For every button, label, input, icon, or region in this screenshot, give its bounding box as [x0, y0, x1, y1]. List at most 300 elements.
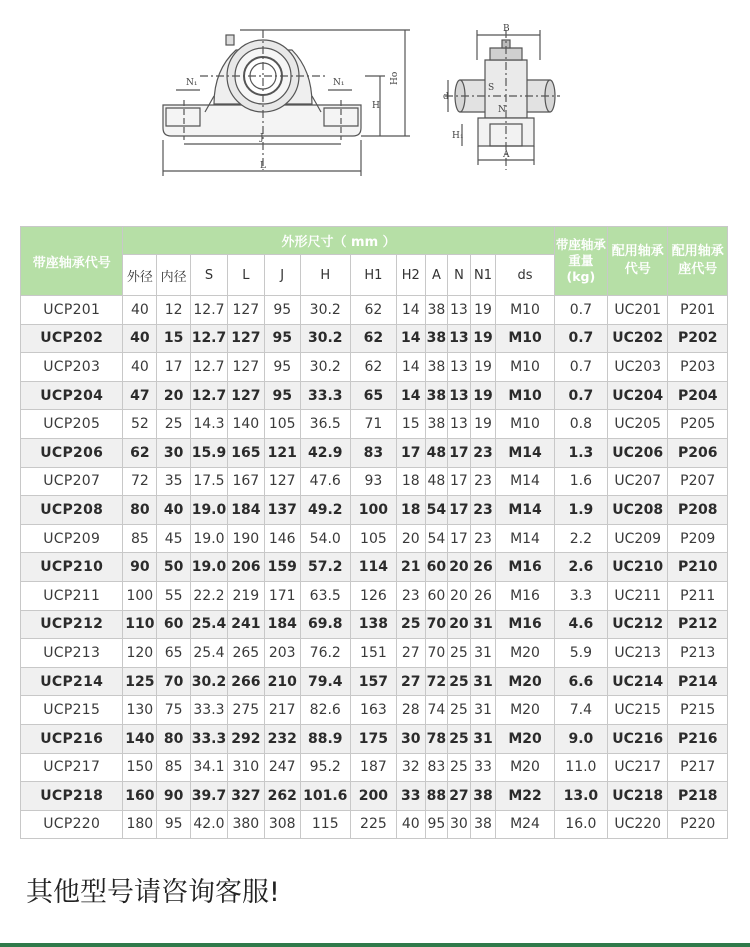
- table-cell: UC201: [608, 296, 668, 325]
- header-col: H1: [350, 255, 396, 296]
- table-cell: 78: [425, 724, 448, 753]
- table-cell: 157: [350, 667, 396, 696]
- table-cell: P212: [668, 610, 728, 639]
- bottom-rule: [0, 943, 750, 947]
- table-cell: 34.1: [191, 753, 228, 782]
- table-cell: 60: [425, 581, 448, 610]
- table-cell: 9.0: [554, 724, 607, 753]
- table-cell: 85: [157, 753, 191, 782]
- table-cell: 54: [425, 524, 448, 553]
- table-row: [21, 496, 728, 525]
- table-cell: 95.2: [300, 753, 350, 782]
- table-cell: P208: [668, 496, 728, 525]
- table-cell: 19: [470, 353, 496, 382]
- table-cell: 130: [123, 696, 157, 725]
- table-cell: UC214: [608, 667, 668, 696]
- table-cell: 83: [425, 753, 448, 782]
- table-cell: 160: [123, 782, 157, 811]
- table-cell: 126: [350, 581, 396, 610]
- table-cell: M10: [496, 296, 554, 325]
- table-cell: 40: [123, 324, 157, 353]
- table-cell: 90: [157, 782, 191, 811]
- table-cell: 31: [470, 696, 496, 725]
- table-cell: 0.7: [554, 381, 607, 410]
- table-cell: 31: [470, 610, 496, 639]
- table-cell: 65: [350, 381, 396, 410]
- table-cell: 32: [396, 753, 425, 782]
- table-cell: 33.3: [191, 724, 228, 753]
- table-row: [21, 581, 728, 610]
- table-cell: 33.3: [191, 696, 228, 725]
- table-cell: 85: [123, 524, 157, 553]
- table-cell: 19: [470, 381, 496, 410]
- table-cell: 42.9: [300, 438, 350, 467]
- table-cell: 5.9: [554, 639, 607, 668]
- table-cell: UC218: [608, 782, 668, 811]
- table-cell: UC213: [608, 639, 668, 668]
- table-cell: 17: [157, 353, 191, 382]
- table-cell: P209: [668, 524, 728, 553]
- table-cell: 19.0: [191, 524, 228, 553]
- table-cell: 127: [264, 467, 300, 496]
- table-cell: 184: [227, 496, 264, 525]
- table-cell: M22: [496, 782, 554, 811]
- table-cell: 30.2: [300, 353, 350, 382]
- header-col: L: [227, 255, 264, 296]
- table-cell: 17.5: [191, 467, 228, 496]
- table-cell: 17: [396, 438, 425, 467]
- label-n1-left: N₁: [186, 78, 198, 88]
- header-col: 外径: [123, 255, 157, 296]
- table-cell: 30.2: [300, 296, 350, 325]
- table-cell: UC212: [608, 610, 668, 639]
- table-cell: 20: [448, 581, 471, 610]
- table-cell: P220: [668, 810, 728, 839]
- table-cell: P207: [668, 467, 728, 496]
- table-cell: 70: [425, 639, 448, 668]
- header-weight: 带座轴承重量(kg): [554, 227, 607, 296]
- table-row: [21, 324, 728, 353]
- table-cell: 49.2: [300, 496, 350, 525]
- table-cell: 14: [396, 296, 425, 325]
- table-cell: 30: [448, 810, 471, 839]
- table-cell: 0.7: [554, 353, 607, 382]
- table-cell: UC211: [608, 581, 668, 610]
- table-cell: 184: [264, 610, 300, 639]
- header-col: H: [300, 255, 350, 296]
- table-cell: 28: [396, 696, 425, 725]
- table-cell: 95: [264, 296, 300, 325]
- table-cell: 167: [227, 467, 264, 496]
- table-cell: 19: [470, 410, 496, 439]
- table-cell: 25: [448, 639, 471, 668]
- table-cell: M16: [496, 610, 554, 639]
- table-cell: 180: [123, 810, 157, 839]
- table-cell: 88: [425, 782, 448, 811]
- table-cell: 76.2: [300, 639, 350, 668]
- table-cell: UC220: [608, 810, 668, 839]
- row-model: UCP217: [21, 753, 123, 782]
- table-cell: 48: [425, 438, 448, 467]
- table-cell: 79.4: [300, 667, 350, 696]
- table-cell: 27: [448, 782, 471, 811]
- header-housing: 配用轴承座代号: [668, 227, 728, 296]
- table-cell: UC205: [608, 410, 668, 439]
- table-cell: 25: [448, 724, 471, 753]
- table-cell: 50: [157, 553, 191, 582]
- row-model: UCP209: [21, 524, 123, 553]
- label-n: N: [498, 105, 506, 115]
- row-model: UCP212: [21, 610, 123, 639]
- table-cell: 21: [396, 553, 425, 582]
- table-cell: M14: [496, 524, 554, 553]
- table-cell: 20: [448, 610, 471, 639]
- table-cell: 14: [396, 353, 425, 382]
- header-col: A: [425, 255, 448, 296]
- table-cell: P217: [668, 753, 728, 782]
- table-row: [21, 410, 728, 439]
- table-cell: UC202: [608, 324, 668, 353]
- table-cell: 95: [264, 381, 300, 410]
- table-cell: 15.9: [191, 438, 228, 467]
- table-cell: 190: [227, 524, 264, 553]
- table-cell: 12.7: [191, 296, 228, 325]
- table-row: [21, 467, 728, 496]
- table-cell: M10: [496, 410, 554, 439]
- table-cell: 54: [425, 496, 448, 525]
- table-cell: 62: [350, 353, 396, 382]
- table-cell: 101.6: [300, 782, 350, 811]
- table-cell: 1.3: [554, 438, 607, 467]
- table-cell: 125: [123, 667, 157, 696]
- table-cell: M20: [496, 753, 554, 782]
- table-row: [21, 696, 728, 725]
- label-l: L: [260, 161, 266, 171]
- table-cell: 83: [350, 438, 396, 467]
- table-cell: 75: [157, 696, 191, 725]
- table-cell: 19.0: [191, 496, 228, 525]
- table-cell: 40: [123, 296, 157, 325]
- table-cell: 380: [227, 810, 264, 839]
- table-cell: 146: [264, 524, 300, 553]
- table-cell: M20: [496, 667, 554, 696]
- table-cell: 200: [350, 782, 396, 811]
- table-cell: 308: [264, 810, 300, 839]
- header-model: 带座轴承代号: [21, 227, 123, 296]
- table-cell: 25.4: [191, 610, 228, 639]
- table-cell: 12.7: [191, 381, 228, 410]
- table-cell: 40: [396, 810, 425, 839]
- table-cell: 27: [396, 667, 425, 696]
- table-cell: UC208: [608, 496, 668, 525]
- label-h: H: [372, 101, 380, 111]
- table-cell: 31: [470, 639, 496, 668]
- table-cell: 20: [396, 524, 425, 553]
- table-cell: 38: [425, 381, 448, 410]
- table-cell: 93: [350, 467, 396, 496]
- table-cell: 110: [123, 610, 157, 639]
- table-cell: 45: [157, 524, 191, 553]
- table-cell: 100: [350, 496, 396, 525]
- table-cell: 11.0: [554, 753, 607, 782]
- table-cell: 163: [350, 696, 396, 725]
- table-cell: 0.7: [554, 324, 607, 353]
- row-model: UCP215: [21, 696, 123, 725]
- table-cell: 18: [396, 496, 425, 525]
- table-row: [21, 639, 728, 668]
- table-row: [21, 553, 728, 582]
- table-cell: 30: [157, 438, 191, 467]
- label-ho: Ho: [390, 71, 400, 85]
- table-cell: 18: [396, 467, 425, 496]
- table-cell: 39.7: [191, 782, 228, 811]
- table-cell: M10: [496, 353, 554, 382]
- table-cell: UC215: [608, 696, 668, 725]
- table-cell: 19.0: [191, 553, 228, 582]
- table-cell: 30.2: [300, 324, 350, 353]
- table-cell: M16: [496, 553, 554, 582]
- table-cell: 219: [227, 581, 264, 610]
- table-cell: 52: [123, 410, 157, 439]
- table-cell: 22.2: [191, 581, 228, 610]
- table-cell: 23: [470, 467, 496, 496]
- table-cell: 70: [157, 667, 191, 696]
- table-cell: 31: [470, 667, 496, 696]
- table-row: [21, 753, 728, 782]
- table-cell: 38: [425, 353, 448, 382]
- table-cell: 225: [350, 810, 396, 839]
- table-cell: 38: [425, 296, 448, 325]
- table-cell: 47.6: [300, 467, 350, 496]
- table-cell: 105: [264, 410, 300, 439]
- table-row: [21, 296, 728, 325]
- table-cell: 38: [470, 782, 496, 811]
- table-cell: 138: [350, 610, 396, 639]
- row-model: UCP210: [21, 553, 123, 582]
- header-col: S: [191, 255, 228, 296]
- table-cell: 63.5: [300, 581, 350, 610]
- table-cell: 14.3: [191, 410, 228, 439]
- table-cell: 120: [123, 639, 157, 668]
- table-cell: 20: [157, 381, 191, 410]
- table-row: [21, 353, 728, 382]
- table-cell: UC203: [608, 353, 668, 382]
- table-cell: 159: [264, 553, 300, 582]
- table-cell: 151: [350, 639, 396, 668]
- table-cell: 0.8: [554, 410, 607, 439]
- table-cell: 33: [396, 782, 425, 811]
- table-cell: 72: [123, 467, 157, 496]
- row-model: UCP207: [21, 467, 123, 496]
- table-cell: 14: [396, 381, 425, 410]
- label-d: d: [443, 92, 449, 102]
- table-cell: UC217: [608, 753, 668, 782]
- table-cell: P204: [668, 381, 728, 410]
- label-n1-right: N₁: [333, 78, 345, 88]
- table-cell: P215: [668, 696, 728, 725]
- table-cell: 62: [350, 296, 396, 325]
- table-cell: P210: [668, 553, 728, 582]
- table-cell: 25: [448, 696, 471, 725]
- table-cell: P205: [668, 410, 728, 439]
- table-cell: 30.2: [191, 667, 228, 696]
- header-col: J: [264, 255, 300, 296]
- table-cell: 266: [227, 667, 264, 696]
- table-cell: 95: [425, 810, 448, 839]
- table-cell: 57.2: [300, 553, 350, 582]
- table-cell: 115: [300, 810, 350, 839]
- technical-drawing: [0, 0, 750, 215]
- row-model: UCP213: [21, 639, 123, 668]
- table-cell: 13: [448, 381, 471, 410]
- table-cell: UC204: [608, 381, 668, 410]
- table-cell: 95: [264, 353, 300, 382]
- table-cell: 203: [264, 639, 300, 668]
- header-col: ds: [496, 255, 554, 296]
- table-cell: 15: [157, 324, 191, 353]
- table-cell: 26: [470, 581, 496, 610]
- table-cell: 140: [123, 724, 157, 753]
- table-cell: 33.3: [300, 381, 350, 410]
- table-cell: P218: [668, 782, 728, 811]
- table-cell: 206: [227, 553, 264, 582]
- table-cell: 80: [123, 496, 157, 525]
- table-cell: UC216: [608, 724, 668, 753]
- header-dims-group: 外形尺寸（ mm ）: [123, 227, 554, 255]
- table-cell: M10: [496, 381, 554, 410]
- row-model: UCP203: [21, 353, 123, 382]
- row-model: UCP202: [21, 324, 123, 353]
- table-cell: 2.2: [554, 524, 607, 553]
- table-cell: 47: [123, 381, 157, 410]
- table-cell: 15: [396, 410, 425, 439]
- table-cell: 171: [264, 581, 300, 610]
- label-b: B: [503, 24, 510, 34]
- table-cell: M20: [496, 639, 554, 668]
- table-cell: P214: [668, 667, 728, 696]
- table-cell: 60: [425, 553, 448, 582]
- table-cell: 12.7: [191, 353, 228, 382]
- table-cell: 95: [264, 324, 300, 353]
- table-row: [21, 438, 728, 467]
- table-cell: 90: [123, 553, 157, 582]
- table-cell: P211: [668, 581, 728, 610]
- table-cell: 247: [264, 753, 300, 782]
- table-cell: 17: [448, 496, 471, 525]
- spec-table: [20, 226, 728, 839]
- row-model: UCP220: [21, 810, 123, 839]
- row-model: UCP216: [21, 724, 123, 753]
- table-cell: 2.6: [554, 553, 607, 582]
- table-cell: 40: [123, 353, 157, 382]
- table-cell: 265: [227, 639, 264, 668]
- row-model: UCP211: [21, 581, 123, 610]
- table-cell: M16: [496, 581, 554, 610]
- table-cell: M10: [496, 324, 554, 353]
- table-cell: 6.6: [554, 667, 607, 696]
- table-cell: 23: [396, 581, 425, 610]
- table-row: [21, 667, 728, 696]
- table-cell: M20: [496, 696, 554, 725]
- table-cell: 127: [227, 381, 264, 410]
- table-cell: 26: [470, 553, 496, 582]
- table-cell: 25: [448, 667, 471, 696]
- table-row: [21, 610, 728, 639]
- header-col: 内径: [157, 255, 191, 296]
- table-cell: 121: [264, 438, 300, 467]
- table-cell: 13.0: [554, 782, 607, 811]
- table-cell: 210: [264, 667, 300, 696]
- table-cell: 23: [470, 438, 496, 467]
- table-cell: UC206: [608, 438, 668, 467]
- table-cell: P203: [668, 353, 728, 382]
- table-cell: 30: [396, 724, 425, 753]
- table-cell: UC207: [608, 467, 668, 496]
- table-cell: 17: [448, 438, 471, 467]
- table-cell: 13: [448, 296, 471, 325]
- footer-note: 其他型号请咨询客服!: [26, 877, 280, 908]
- table-cell: 232: [264, 724, 300, 753]
- table-cell: 1.9: [554, 496, 607, 525]
- table-cell: 13: [448, 410, 471, 439]
- table-cell: 23: [470, 496, 496, 525]
- table-cell: 31: [470, 724, 496, 753]
- table-cell: 38: [425, 324, 448, 353]
- table-cell: 62: [350, 324, 396, 353]
- table-cell: 13: [448, 353, 471, 382]
- table-cell: M14: [496, 496, 554, 525]
- table-cell: P216: [668, 724, 728, 753]
- table-cell: UC210: [608, 553, 668, 582]
- table-cell: 62: [123, 438, 157, 467]
- table-cell: 275: [227, 696, 264, 725]
- table-cell: 292: [227, 724, 264, 753]
- table-cell: 14: [396, 324, 425, 353]
- table-cell: 82.6: [300, 696, 350, 725]
- header-col: H2: [396, 255, 425, 296]
- table-cell: 114: [350, 553, 396, 582]
- table-cell: 36.5: [300, 410, 350, 439]
- table-cell: 19: [470, 296, 496, 325]
- table-cell: 69.8: [300, 610, 350, 639]
- table-cell: 175: [350, 724, 396, 753]
- table-cell: 12: [157, 296, 191, 325]
- table-cell: 137: [264, 496, 300, 525]
- table-cell: 40: [157, 496, 191, 525]
- table-cell: 35: [157, 467, 191, 496]
- table-cell: 100: [123, 581, 157, 610]
- table-cell: 48: [425, 467, 448, 496]
- table-cell: 20: [448, 553, 471, 582]
- row-model: UCP206: [21, 438, 123, 467]
- table-cell: 25.4: [191, 639, 228, 668]
- table-cell: 327: [227, 782, 264, 811]
- table-cell: 241: [227, 610, 264, 639]
- table-cell: 127: [227, 296, 264, 325]
- table-cell: 54.0: [300, 524, 350, 553]
- table-cell: 23: [470, 524, 496, 553]
- table-cell: 1.6: [554, 467, 607, 496]
- row-model: UCP205: [21, 410, 123, 439]
- table-cell: 38: [470, 810, 496, 839]
- table-cell: 33: [470, 753, 496, 782]
- label-h1: H₁: [452, 131, 464, 141]
- table-cell: 217: [264, 696, 300, 725]
- table-cell: 150: [123, 753, 157, 782]
- table-cell: 25: [157, 410, 191, 439]
- table-cell: 4.6: [554, 610, 607, 639]
- table-cell: 42.0: [191, 810, 228, 839]
